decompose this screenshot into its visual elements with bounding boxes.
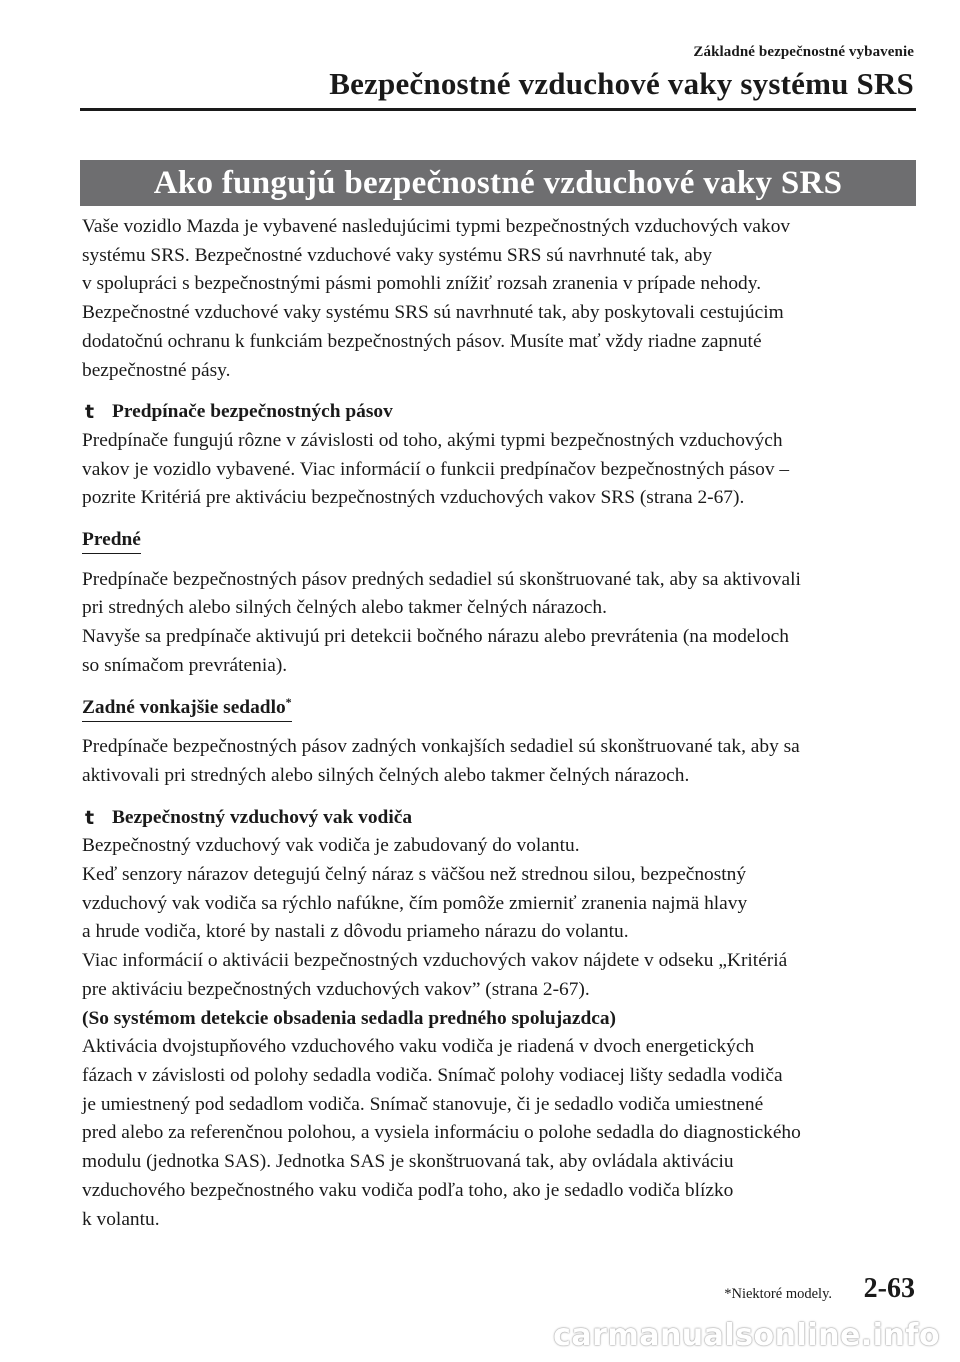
text-line: dodatočnú ochranu k funkciám bezpečnostných pásov. Musíte mať vždy riadne zapnuté [82, 330, 762, 352]
text-line: pred alebo za referenčnou polohou, a vysiela informáciu o polohe sedadla do diagnostického [82, 1122, 801, 1144]
bullet-marker-icon: t [85, 401, 95, 424]
text-line: Vaše vozidlo Mazda je vybavené nasledujúcimi typmi bezpečnostných vzduchových vakov [82, 216, 791, 237]
rear-paragraph [82, 733, 918, 790]
header-title: Bezpečnostné vzduchové vaky systému SRS [329, 66, 914, 101]
rear-subheading [82, 696, 292, 722]
text-line: Aktivácia dvojstupňového vzduchového vaku vodiča je riadená v dvoch energetických [82, 1036, 755, 1058]
intro-paragraph [82, 213, 918, 385]
text-line: Viac informácií o aktivácii bezpečnostných vzduchových vakov nájdete v odseku „Kritériá [82, 950, 788, 972]
text-line: vzduchový vak vodiča sa rýchlo nafúkne, čím pomôže zmierniť zranenia najmä hlavy [82, 892, 748, 914]
footer-note: *Niektoré modely. [724, 1286, 832, 1302]
text-line: pozrite Kritériá pre aktiváciu bezpečnostných vzduchových vakov SRS (strana 2-67). [82, 487, 745, 509]
text-line: Bezpečnostný vzduchový vak vodiča je zabudovaný do volantu. [82, 835, 580, 857]
text-line: so snímačom prevrátenia). [82, 654, 288, 676]
pretensioners-heading [82, 398, 918, 427]
bullet-marker-icon: t [85, 806, 95, 829]
driver-airbag-paragraph [82, 832, 918, 1234]
content [82, 213, 918, 1234]
section-banner: Ako fungujú bezpečnostné vzduchové vaky SRS [80, 160, 916, 206]
header-rule [80, 108, 916, 111]
text-line: Navyše sa predpínače aktivujú pri detekcii bočného nárazu alebo prevrátenia (na modeloch [82, 626, 789, 648]
text-line: vakov je vozidlo vybavené. Viac informácií o funkcii predpínačov bezpečnostných pásov – [82, 458, 790, 480]
text-line: aktivovali pri stredných alebo silných čelných alebo takmer čelných nárazoch. [82, 764, 690, 786]
text-line: Predpínače fungujú rôzne v závislosti od toho, akými typmi bezpečnostných vzduchových [82, 429, 783, 451]
text-line: vzduchového bezpečnostného vaku vodiča podľa toho, ako je sedadlo vodiča blízko [82, 1179, 734, 1201]
text-line: modulu (jednotka SAS). Jednotka SAS je skonštruovaná tak, aby ovládala aktiváciu [82, 1151, 734, 1173]
front-subheading-wrap [82, 526, 918, 555]
heading-text: Zadné vonkajšie sedadlo [82, 696, 286, 718]
heading-text: Predpínače bezpečnostných pásov [112, 401, 393, 423]
text-line: v spolupráci s bezpečnostnými pásmi pomohli znížiť rozsah zranenia v prípade nehody. [82, 273, 762, 295]
footnote-mark: * [285, 694, 292, 709]
text-line: k volantu. [82, 1208, 160, 1230]
text-line: a hrude vodiča, ktoré by nastali z dôvodu priameho nárazu do volantu. [82, 921, 629, 943]
watermark: carmanualsonline.info [553, 1318, 940, 1353]
text-line: pri stredných alebo silných čelných alebo takmer čelných nárazoch. [82, 597, 607, 619]
text-line: pre aktiváciu bezpečnostných vzduchových vakov” (strana 2-67). [82, 978, 590, 1000]
heading-text: Bezpečnostný vzduchový vak vodiča [112, 806, 413, 828]
bold-subtitle: (So systémom detekcie obsadenia sedadla predného spolujazdca) [82, 1007, 616, 1029]
pretensioners-paragraph [82, 427, 918, 513]
text-line: bezpečnostné pásy. [82, 359, 231, 381]
driver-airbag-heading [82, 804, 918, 833]
front-paragraph [82, 566, 918, 681]
text-line: Predpínače bezpečnostných pásov zadných vonkajších sedadiel sú skonštruované tak, aby sa [82, 736, 800, 758]
header-kicker: Základné bezpečnostné vybavenie [693, 44, 914, 60]
page-number: 2-63 [863, 1273, 915, 1304]
text-line: Keď senzory nárazov detegujú čelný náraz s väčšou než strednou silou, bezpečnostný [82, 864, 747, 886]
text-line: Predpínače bezpečnostných pásov predných sedadiel sú skonštruované tak, aby sa aktivovali [82, 568, 801, 590]
text-line: fázach v závislosti od polohy sedadla vodiča. Snímač polohy vodiacej lišty sedadla vodiča [82, 1064, 783, 1086]
text-line: Bezpečnostné vzduchové vaky systému SRS sú navrhnuté tak, aby poskytovali cestujúcim [82, 302, 784, 324]
front-subheading: Predné [82, 528, 141, 554]
text-line: je umiestnený pod sedadlom vodiča. Snímač stanovuje, či je sedadlo vodiča umiestnené [82, 1093, 764, 1115]
rear-subheading-wrap [82, 694, 918, 723]
text-line: systému SRS. Bezpečnostné vzduchové vaky systému SRS sú navrhnuté tak, aby [82, 244, 713, 266]
